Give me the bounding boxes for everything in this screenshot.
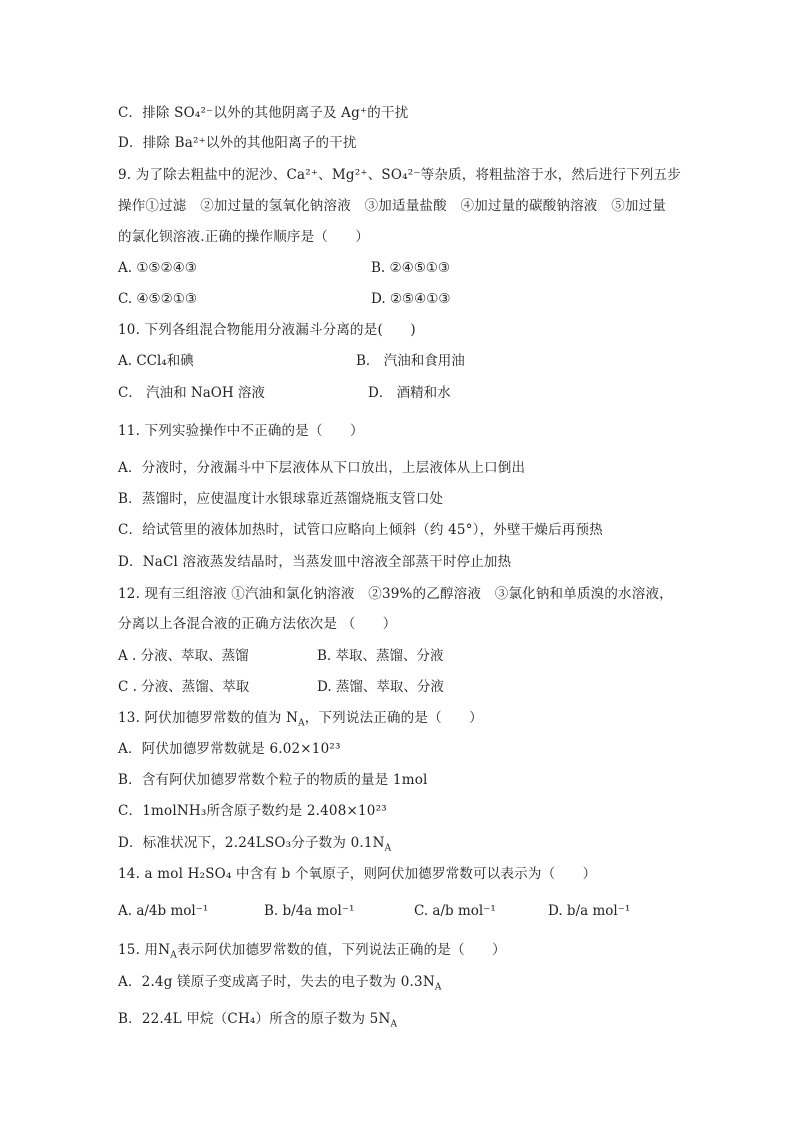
question-14: 14. a mol H₂SO₄ 中含有 b 个氧原子，则阿伏加德罗常数可以表示为（ ） bbox=[118, 866, 597, 882]
q9-option-b: B. ②④⑤①③ bbox=[371, 260, 451, 276]
question-9-line-2: 操作①过滤 ②加过量的氢氧化钠溶液 ③加适量盐酸 ④加过量的碳酸钠溶液 ⑤加过量 bbox=[118, 198, 666, 214]
question-12-line-1: 12. 现有三组溶液 ①汽油和氯化钠溶液 ②39%的乙醇溶液 ③氯化钠和单质溴的水溶液， bbox=[118, 586, 673, 602]
q12-option-d: D. 蒸馏、萃取、分液 bbox=[317, 679, 444, 695]
q15-option-b: B．22.4L 甲烷（CH₄）所含的原子数为 $5N_A$ bbox=[118, 1011, 398, 1030]
q13-option-d: D．标准状况下，2.24LSO₃分子数为 $0.1N_A$ bbox=[118, 835, 392, 854]
q10-option-d: D． 酒精和水 bbox=[368, 385, 451, 401]
question-15: 15. 用$N_A$表示阿伏加德罗常数的值，下列说法正确的是（ ） bbox=[118, 942, 506, 961]
q11-option-b: B．蒸馏时，应使温度计水银球靠近蒸馏烧瓶支管口处 bbox=[118, 491, 444, 507]
question-13: 13. 阿伏加德罗常数的值为 $N_A$，下列说法正确的是（ ） bbox=[118, 710, 483, 729]
q13-option-b: B．含有阿伏加德罗常数个粒子的物质的量是 1mol bbox=[118, 772, 428, 788]
q12-option-a: A . 分液、萃取、蒸馏 bbox=[118, 648, 249, 664]
option-d-line: D．排除 Ba²⁺以外的其他阳离子的干扰 bbox=[118, 135, 357, 151]
q11-option-d: D．NaCl 溶液蒸发结晶时，当蒸发皿中溶液全部蒸干时停止加热 bbox=[118, 554, 512, 570]
q13-option-c: C．1molNH₃所含原子数约是 2.408×10²³ bbox=[118, 803, 387, 819]
q10-option-c: C． 汽油和 NaOH 溶液 bbox=[118, 385, 265, 401]
q14-option-b: B. b/4a mol⁻¹ bbox=[264, 903, 355, 919]
question-11: 11. 下列实验操作中不正确的是（ ） bbox=[118, 423, 364, 439]
q10-option-b: B． 汽油和食用油 bbox=[356, 353, 465, 369]
q12-option-b: B. 萃取、蒸馏、分液 bbox=[317, 648, 444, 664]
q15-option-a: A．2.4g 镁原子变成离子时，失去的电子数为 $0.3N_A$ bbox=[118, 974, 442, 993]
question-9-line-1: 9. 为了除去粗盐中的泥沙、Ca²⁺、Mg²⁺、SO₄²⁻等杂质，将粗盐溶于水，然后进行下列五步 bbox=[118, 167, 681, 183]
question-12-line-2: 分离以上各混合液的正确方法依次是 （ ） bbox=[118, 616, 397, 632]
q12-option-c: C . 分液、蒸馏、萃取 bbox=[118, 679, 250, 695]
q14-option-d: D. b/a mol⁻¹ bbox=[548, 903, 631, 919]
q14-option-a: A. a/4b mol⁻¹ bbox=[118, 903, 209, 919]
q9-option-d: D. ②⑤④①③ bbox=[371, 291, 451, 307]
q13-option-a: A．阿伏加德罗常数就是 6.02×10²³ bbox=[118, 741, 341, 757]
q9-option-c: C. ④⑤②①③ bbox=[118, 291, 197, 307]
q9-option-a: A. ①⑤②④③ bbox=[118, 260, 197, 276]
option-c-line: C．排除 SO₄²⁻以外的其他阴离子及 Ag⁺的干扰 bbox=[118, 105, 409, 121]
question-9-line-3: 的氯化钡溶液.正确的操作顺序是（ ） bbox=[118, 229, 370, 245]
q14-option-c: C. a/b mol⁻¹ bbox=[414, 903, 496, 919]
question-10: 10. 下列各组混合物能用分液漏斗分离的是( ) bbox=[118, 322, 416, 338]
q11-option-a: A．分液时，分液漏斗中下层液体从下口放出，上层液体从上口倒出 bbox=[118, 460, 526, 476]
q10-option-a: A. CCl₄和碘 bbox=[118, 353, 194, 369]
q11-option-c: C．给试管里的液体加热时，试管口应略向上倾斜（约 45°），外壁干燥后再预热 bbox=[118, 522, 603, 538]
